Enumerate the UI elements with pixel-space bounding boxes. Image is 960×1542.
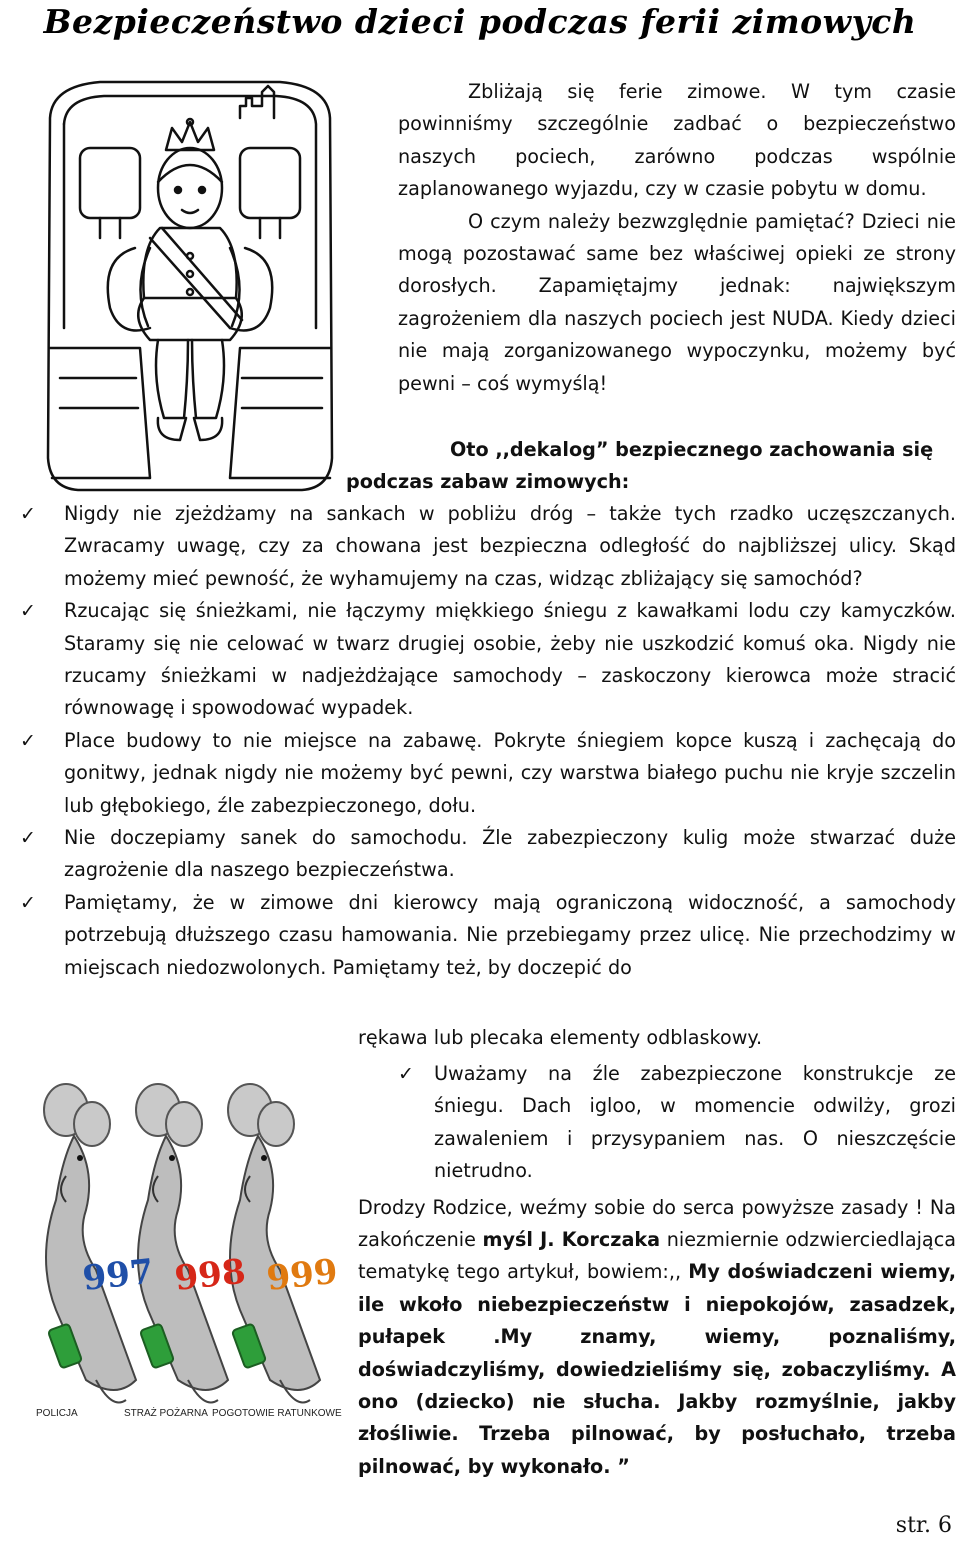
emergency-label-pogotowie: POGOTOWIE RATUNKOWE (212, 1408, 342, 1419)
checkmark-icon: ✓ (398, 1063, 414, 1085)
checkmark-icon: ✓ (20, 503, 36, 525)
list-item (20, 595, 956, 725)
checkmark-icon: ✓ (20, 600, 36, 623)
rule-text: Nie doczepiamy sanek do samochodu. Źle zabezpieczony kulig może stwarzać duże zagrożenie dla naszego bezpieczeństwa. (64, 826, 956, 882)
mouse-icon (228, 1084, 320, 1403)
closing-lead: Drodzy Rodzice, weźmy sobie do serca powyższe zasady ! Na zakończenie (358, 1195, 956, 1252)
emergency-label-straz: STRAŻ POŻARNA (124, 1408, 208, 1419)
emergency-numbers-illustration (6, 1080, 346, 1430)
rule-5-end: rękawa lub plecaka elementy odblaskowy. (358, 1026, 763, 1049)
rule-text: Pamiętamy, że w zimowe dni kierowcy mają ograniczoną widoczność, a samochody potrzebują dłuższego czasu hamowania. Nie przebiegamy przez ulicę. Nie przechodzimy w miejscach niedozwolonych. Pamiętamy też, by doczepić do (64, 890, 956, 979)
list-item (20, 822, 956, 887)
rule-6-text: Uważamy na źle zabezpieczone konstrukcje ze śniegu. Dach igloo, w momencie odwilży, grozi zawaleniem i przysypaniem nas. O nieszczęście nietrudno. (434, 1062, 956, 1183)
list-item (20, 725, 956, 822)
checkmark-icon: ✓ (20, 729, 36, 752)
child-car-seat-illustration (40, 78, 340, 498)
emergency-number-997: 997 (80, 1251, 156, 1299)
closing-lead-continued: niezmiernie odzwierciedlająca tematykę tego artykuł, bowiem:,, (358, 1228, 956, 1284)
rule-text: Rzucając się śnieżkami, nie łączymy miękkiego śniegu z kawałkami lodu czy kamyczków. Staramy się nie celować w twarz drugiej osobie, żeby nie uszkodzić komuś oka. Nigdy nie rzucamy śnieżkami w nadjeżdżające samochody – zaskoczony kierowca może stracić równowagę i spowodować wypadek. (64, 599, 956, 720)
page-title: Bezpieczeństwo dzieci podczas ferii zimowych (43, 2, 917, 41)
dekalog-heading-line-1: Oto ,,dekalog” bezpiecznego zachowania się (450, 438, 934, 461)
dekalog-heading-line-2: podczas zabaw zimowych: (346, 470, 630, 494)
emergency-label-policja: POLICJA (36, 1408, 78, 1419)
checkmark-icon: ✓ (20, 891, 36, 914)
list-item (20, 498, 956, 595)
safety-rules-list (20, 498, 956, 984)
mouse-icon (136, 1084, 228, 1403)
closing-paragraph (358, 1192, 956, 1484)
intro-paragraph-1: Zbliżają się ferie zimowe. W tym czasie powinniśmy szczególnie zadbać o bezpieczeństwo naszych pociech, zarówno podczas wspólnie zaplanowanego wyjazdu, czy w czasie pobytu w domu. (398, 80, 956, 201)
closing-author: myśl J. Korczaka (482, 1228, 661, 1252)
page-number: str. 6 (895, 1513, 952, 1538)
korczak-quote: My doświadczeni wiemy, ile wkoło niebezpieczeństw i niepokojów, zasadzek, pułapek .My znamy, wiemy, poznaliśmy, doświadczyliśmy, dowiedzieliśmy się, zobaczyliśmy. A ono (dziecko) nie słucha. Jakby rozmyślnie, jakby złośliwie. Trzeba pilnować, by posłuchało, trzeba pilnować, by wykonało. ” (358, 1260, 956, 1478)
emergency-number-998: 998 (172, 1251, 248, 1299)
intro-text (398, 76, 956, 400)
closing-section (358, 1058, 956, 1483)
rule-text: Nigdy nie zjeżdżamy na sankach w pobliżu dróg – także tych rzadko uczęszczanych. Zwracamy uwagę, czy za chowana jest bezpieczna odległość do najbliższej ulicy. Skąd możemy mieć pewność, że wyhamujemy na czas, widząc zbliżający się samochód? (64, 502, 956, 590)
emergency-number-999: 999 (264, 1251, 340, 1299)
checkmark-icon: ✓ (20, 827, 36, 850)
rule-text: Place budowy to nie miejsce na zabawę. Pokryte śniegiem kopce kuszą i zachęcają do gonitwy, jednak nigdy nie możemy być pewni, czy warstwa białego puchu nie kryje szczelin lub głębokiego, źle zabezpieczonego, dołu. (64, 728, 956, 817)
list-item (358, 1058, 956, 1188)
mouse-icon (44, 1084, 136, 1403)
dekalog-heading (330, 434, 956, 499)
list-item (20, 887, 956, 984)
intro-paragraph-2: O czym należy bezwzględnie pamiętać? Dzieci nie mogą pozostawać same bez właściwej opieki ze strony dorosłych. Zapamiętajmy jednak: największym zagrożeniem dla naszych pociech jest NUDA. Kiedy dzieci nie mają zorganizowanego wypoczynku, możemy być pewni – coś wymyślą! (398, 209, 956, 395)
